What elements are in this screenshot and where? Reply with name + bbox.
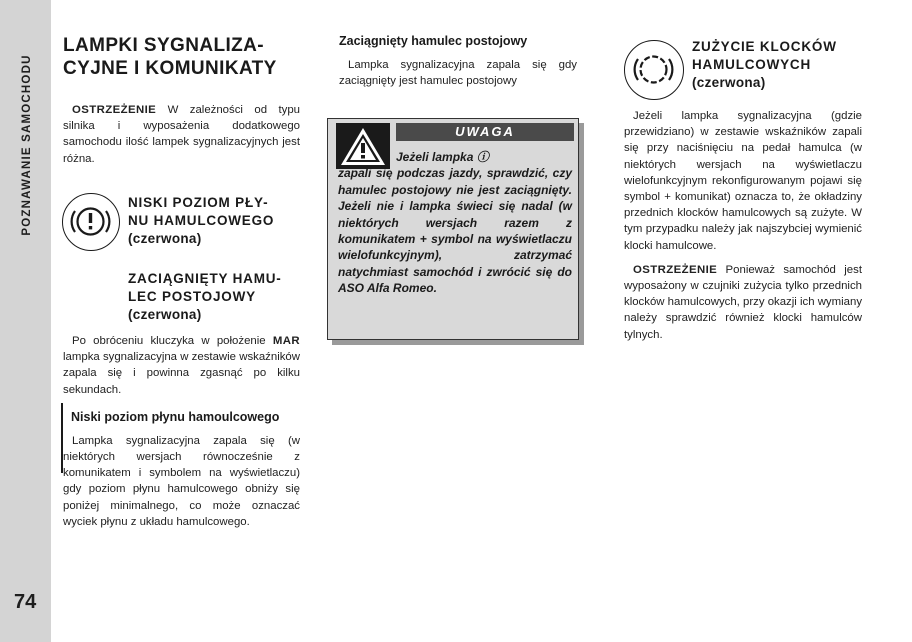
brake-fluid-heading-color: (czerwona) (128, 231, 202, 246)
page-title-line-1: LAMPKI SYGNALIZA- (63, 35, 265, 56)
warning-box-text (338, 149, 572, 297)
brake-pad-heading-color: (czerwona) (692, 75, 766, 90)
brake-fluid-warning-icon (62, 193, 120, 251)
brake-pad-heading (692, 38, 862, 92)
brake-pad-wear-icon (624, 40, 684, 100)
sidebar-title: POZNAWANIE SAMOCHODU (21, 54, 33, 236)
brake-fluid-heading-line-1: NISKI POZIOM PŁY- (128, 195, 269, 210)
ignition-text-after: lampka sygnalizacyjna w zestawie wskaźników zapala się i powinna zgasnąć po kilku sekundach. (63, 351, 300, 396)
sidebar (0, 0, 51, 642)
column-3 (624, 108, 862, 343)
brake-pad-warning-paragraph (624, 262, 862, 343)
parking-brake-subheading: Zaciągnięty hamulec postojowy (339, 34, 528, 48)
warning-box-title: UWAGA (396, 123, 574, 141)
warning-text: W zależności od typu silnika i wyposażenia dodatkowego samochodu ilość lampek sygnalizacyjnych jest różna. (63, 104, 300, 165)
parking-brake-heading-line-2: LEC POSTOJOWY (128, 289, 256, 304)
brake-fluid-heading (128, 194, 298, 248)
parking-brake-paragraph: Lampka sygnalizacyjna zapala się gdy zaciągnięty jest hamulec postojowy (339, 59, 577, 88)
brake-pad-warning-text: Ponieważ samochód jest wyposażony w czujniki zużycia tylko przednich klocków hamulcowych, przy okazji ich wymiany należy sprawdzić również klocki hamulców tylnych. (624, 263, 863, 341)
brake-fluid-icon-graphic (63, 194, 118, 249)
page-number: 74 (14, 591, 37, 613)
ignition-key-position: MAR (272, 335, 300, 347)
warning-box-text-b: zapali się podczas jazdy, sprawdzić, czy hamulec postojowy nie jest zaciągnięty. Jeżeli nie i lampka świeci się nadal (w niektórych wersjach razem z komunikatem + symbol na wyświetlaczu wielofunkcyjnym), zatrzymać natychmiast samochód i zwrócić się do ASO Alfa Romeo. (338, 166, 572, 296)
brake-pad-heading-line-2: HAMULCOWYCH (692, 57, 812, 72)
column-1 (63, 34, 300, 167)
page-title-line-2: CYJNE I KOMUNIKATY (63, 58, 277, 79)
brake-fluid-paragraph: Lampka sygnalizacyjna zapala się (w niektórych wersjach równocześnie z komunikatem i symbolem na wyświetlaczu) gdy poziom płynu hamulcowego obniży się poniżej minimalnego, co może oznaczać wyciek płynu z układu hamulcowego. (63, 434, 300, 528)
warning-box-lead (338, 149, 572, 165)
warning-box (327, 118, 579, 340)
brake-pad-paragraph: Jeżeli lampka sygnalizacyjna (gdzie przewidziano) w zestawie wskaźników zapali się przy naciśnięciu na pedał hamulca (w niektórych wersjach na wyświetlaczu wielofunkcyjnym rekonfigurowanym pojawi się symbol + komunikat) oznacza to, że okładziny przednich klocków hamulcowych są zużyte. W tym przypadku należy jak najszybciej wymienić klocki hamulcowe. (624, 110, 862, 252)
page-title (63, 34, 300, 80)
ignition-paragraph (63, 333, 300, 398)
brake-pad-heading-block (692, 38, 862, 92)
parking-brake-heading-color: (czerwona) (128, 307, 202, 322)
change-bar (61, 403, 63, 473)
section-parking-brake-heading (128, 270, 298, 324)
warning-paragraph (63, 102, 300, 167)
brake-symbol-icon: ⓘ (476, 150, 489, 164)
parking-brake-heading (128, 270, 298, 324)
warning-label: OSTRZEŻENIE (72, 104, 157, 116)
brake-pad-heading-line-1: ZUŻYCIE KLOCKÓW (692, 39, 837, 54)
column-1-lower (63, 333, 300, 530)
brake-pad-icon-graphic (625, 41, 682, 98)
brake-fluid-subheading: Niski poziom płynu hamoulcowego (71, 409, 280, 424)
column-2 (339, 33, 577, 89)
brake-fluid-heading-line-2: NU HAMULCOWEGO (128, 213, 275, 228)
parking-brake-heading-line-1: ZACIĄGNIĘTY HAMU- (128, 271, 282, 286)
warning-box-text-a: Jeżeli lampka (396, 150, 474, 164)
ignition-text-before: Po obróceniu kluczyka w położenie (72, 335, 266, 347)
section-brake-fluid-heading (128, 194, 298, 248)
brake-pad-warning-label: OSTRZEŻENIE (633, 263, 718, 276)
